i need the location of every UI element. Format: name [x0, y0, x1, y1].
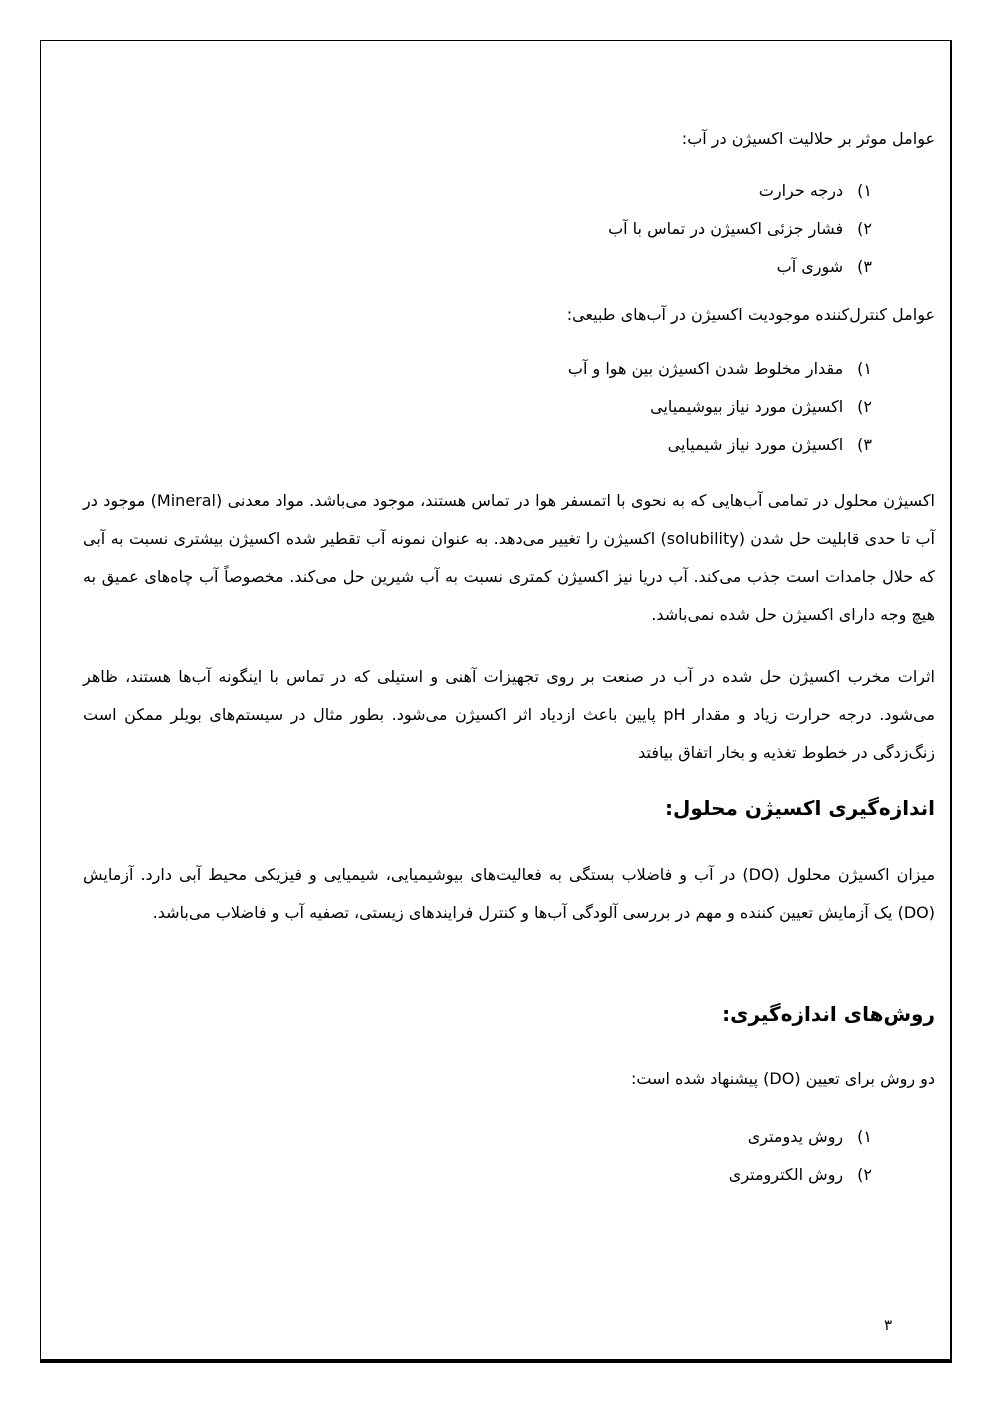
list-item [83, 172, 935, 210]
list-item-text: اکسیژن مورد نیاز شیمیایی [667, 435, 844, 454]
availability-factors-list [83, 350, 935, 464]
do-measurement-heading: اندازه‌گیری اکسیژن محلول: [665, 796, 935, 820]
list-item [83, 248, 935, 286]
paragraph-corrosion-effects: اثرات مخرب اکسیژن حل شده در آب در صنعت بر روی تجهیزات آهنی و استیلی که در تماس با اینگونه آب‌ها هستند، ظاهر می‌شود. درجه حرارت زیاد و مقدار pH پایین باعث ازدیاد اثر اکسیژن می‌شود. بطور مثال در سیستم‌های بویلر ممکن است زنگ‌زدگی در خطوط تغذیه و بخار اتفاق بیافتد [83, 667, 935, 762]
list-item [83, 426, 935, 464]
solubility-factors-list [83, 172, 935, 286]
list-item-number: ۲) [857, 1165, 872, 1184]
list-item-text: مقدار مخلوط شدن اکسیژن بین هوا و آب [567, 359, 844, 378]
list-item-number: ۱) [857, 1127, 872, 1146]
list-item-text: شوری آب [776, 257, 844, 276]
availability-factors-intro: عوامل کنترل‌کننده موجودیت اکسیژن در آب‌های طبیعی: [566, 305, 935, 324]
list-item [83, 1118, 935, 1156]
paragraph-do-importance: میزان اکسیژن محلول (DO) در آب و فاضلاب بستگی به فعالیت‌های بیوشیمیایی، شیمیایی و فیزیکی محیط آبی دارد. آزمایش (DO) یک آزمایش تعیین کننده و مهم در بررسی آلودگی آب‌ها و کنترل فرایندهای زیستی، تصفیه آب و فاضلاب می‌باشد. [83, 865, 936, 922]
list-item-text: روش یدومتری [747, 1127, 844, 1146]
measurement-methods-list [83, 1118, 935, 1194]
solubility-factors-intro: عوامل موثر بر حلالیت اکسیژن در آب: [681, 129, 935, 148]
list-item [83, 388, 935, 426]
list-item-text: روش الکترومتری [728, 1165, 844, 1184]
list-item [83, 210, 935, 248]
list-item-number: ۱) [857, 359, 872, 378]
list-item-number: ۲) [857, 397, 872, 416]
measurement-methods-heading: روش‌های اندازه‌گیری: [722, 1002, 935, 1026]
list-item-number: ۲) [857, 219, 872, 238]
paragraph-mineral-solubility: اکسیژن محلول در تمامی آب‌هایی که به نحوی با اتمسفر هوا در تماس هستند، موجود می‌باشد. مواد معدنی (Mineral) موجود در آب تا حدی قابلیت حل شدن (solubility) اکسیژن را تغییر می‌دهد. به عنوان نمونه آب تقطیر شده اکسیژن بیشتری نسبت به آبی که حلال جامدات است جذب می‌کند. آب دریا نیز اکسیژن کمتری نسبت به آب شیرین حل می‌کند. مخصوصاً آب چاه‌های عمیق به هیچ وجه دارای اکسیژن حل شده نمی‌باشد. [83, 491, 936, 624]
list-item [83, 350, 935, 388]
list-item-text: اکسیژن مورد نیاز بیوشیمیایی [650, 397, 844, 416]
list-item-text: درجه حرارت [758, 181, 844, 200]
list-item-number: ۳) [857, 257, 872, 276]
list-item-text: فشار جزئی اکسیژن در تماس با آب [608, 219, 844, 238]
list-item [83, 1156, 935, 1194]
measurement-methods-intro: دو روش برای تعیین (DO) پیشنهاد شده است: [630, 1069, 935, 1088]
list-item-number: ۳) [857, 435, 872, 454]
list-item-number: ۱) [857, 181, 872, 200]
page-number: ۳ [883, 1316, 893, 1334]
